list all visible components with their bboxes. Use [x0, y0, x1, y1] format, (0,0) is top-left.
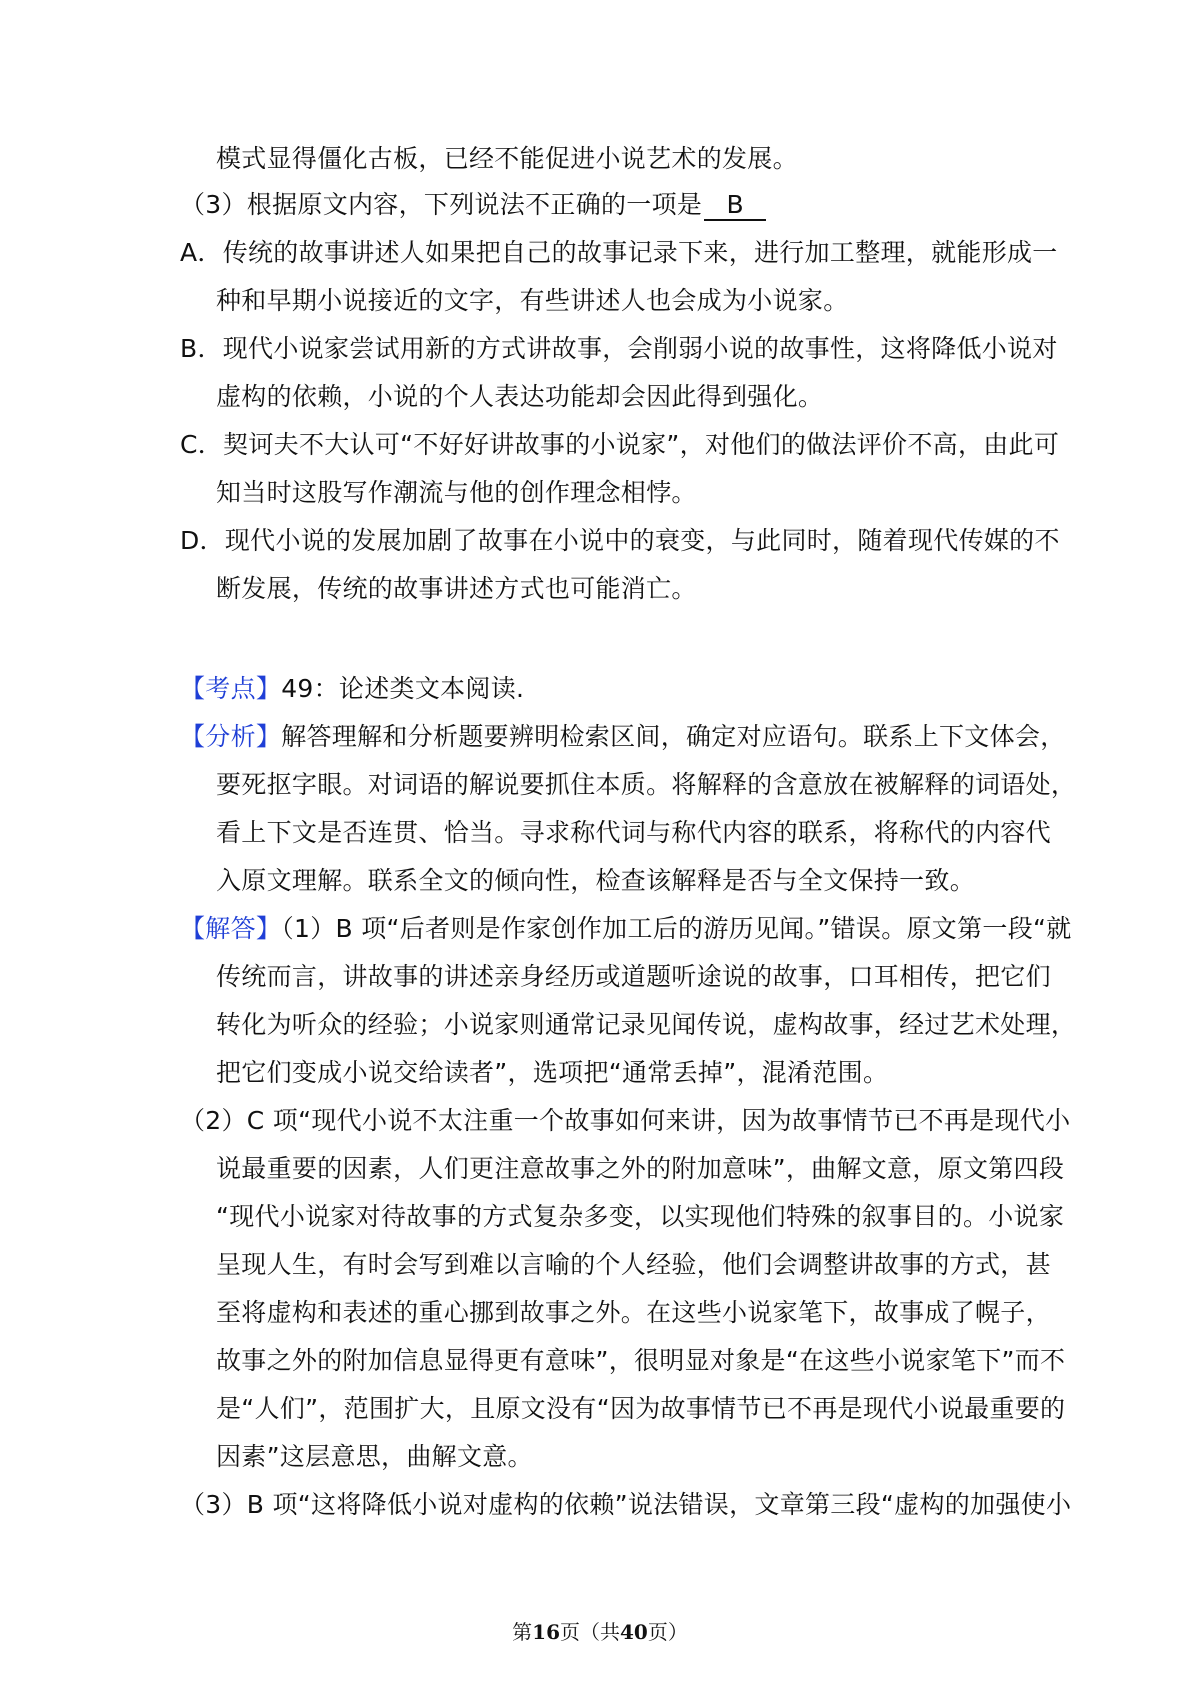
option-a-line-2: 种和早期小说接近的文字，有些讲述人也会成为小说家。	[216, 286, 849, 315]
jieda-text: （1）B 项“后者则是作家创作加工后的游历见闻。”错误。原文第一段“就	[281, 914, 1072, 943]
part-3-line-1: （3）B 项“这将降低小说对虚构的依赖”说法错误，文章第三段“虚构的加强使小	[180, 1490, 1072, 1519]
kaodian-line	[180, 672, 524, 706]
jieda-line-4: 把它们变成小说交给读者”，选项把“通常丢掉”，混淆范围。	[216, 1058, 889, 1087]
jieda-line-1	[180, 912, 1072, 946]
fenxi-text: 解答理解和分析题要辨明检索区间，确定对应语句。联系上下文体会，	[281, 722, 1066, 751]
footer-total-pages: 40	[620, 1620, 648, 1644]
kaodian-tag: 【考点】	[180, 674, 282, 703]
fenxi-line-1	[180, 720, 1066, 754]
jieda-tag: 【解答】	[180, 914, 282, 943]
answer-blank: B	[704, 191, 766, 221]
jieda-line-2: 传统而言，讲故事的讲述亲身经历或道题听途说的故事，口耳相传，把它们	[216, 962, 1051, 991]
option-d-line-2: 断发展，传统的故事讲述方式也可能消亡。	[216, 574, 697, 603]
option-c-line-1: C．契诃夫不大认可“不好好讲故事的小说家”，对他们的做法评价不高，由此可	[180, 430, 1060, 459]
fenxi-tag: 【分析】	[180, 722, 282, 751]
fenxi-line-2: 要死抠字眼。对词语的解说要抓住本质。将解释的含意放在被解释的词语处，	[216, 770, 1077, 799]
footer-page-number: 16	[532, 1620, 560, 1644]
part-2-line-3: “现代小说家对待故事的方式复杂多变，以实现他们特殊的叙事目的。小说家	[216, 1202, 1065, 1231]
option-a-line-1: A．传统的故事讲述人如果把自己的故事记录下来，进行加工整理，就能形成一	[180, 238, 1058, 267]
fenxi-line-4: 入原文理解。联系全文的倾向性，检查该解释是否与全文保持一致。	[216, 866, 976, 895]
kaodian-text: 49：论述类文本阅读.	[281, 674, 525, 703]
part-2-line-1: （2）C 项“现代小说不太注重一个故事如何来讲，因为故事情节已不再是现代小	[180, 1106, 1071, 1135]
part-2-line-2: 说最重要的因素，人们更注意故事之外的附加意味”，曲解文意，原文第四段	[216, 1154, 1065, 1183]
part-2-line-5: 至将虚构和表述的重心挪到故事之外。在这些小说家笔下，故事成了幌子，	[216, 1298, 1051, 1327]
option-b-line-1: B．现代小说家尝试用新的方式讲故事，会削弱小说的故事性，这将降低小说对	[180, 334, 1058, 363]
option-c-line-2: 知当时这股写作潮流与他的创作理念相悖。	[216, 478, 697, 507]
page-footer	[0, 1618, 1200, 1646]
option-b-line-2: 虚构的依赖，小说的个人表达功能却会因此得到强化。	[216, 382, 824, 411]
option-d-line-1: D．现代小说的发展加剧了故事在小说中的衰变，与此同时，随着现代传媒的不	[180, 526, 1060, 555]
footer-mid: 页（共	[560, 1620, 620, 1644]
footer-prefix: 第	[512, 1620, 533, 1644]
fenxi-line-3: 看上下文是否连贯、恰当。寻求称代词与称代内容的联系，将称代的内容代	[216, 818, 1051, 847]
part-2-line-4: 呈现人生，有时会写到难以言喻的个人经验，他们会调整讲故事的方式，甚	[216, 1250, 1051, 1279]
part-2-line-7: 是“人们”，范围扩大，且原文没有“因为故事情节已不再是现代小说最重要的	[216, 1394, 1066, 1423]
question-3-line	[180, 188, 766, 222]
jieda-line-3: 转化为听众的经验；小说家则通常记录见闻传说，虚构故事，经过艺术处理，	[216, 1010, 1077, 1039]
text-line: 模式显得僵化古板，已经不能促进小说艺术的发展。	[216, 144, 798, 173]
part-2-line-8: 因素”这层意思，曲解文意。	[216, 1442, 533, 1471]
question-3-prompt: （3）根据原文内容，下列说法不正确的一项是	[180, 190, 703, 219]
part-2-line-6: 故事之外的附加信息显得更有意味”，很明显对象是“在这些小说家笔下”而不	[216, 1346, 1066, 1375]
footer-suffix: 页）	[647, 1620, 688, 1644]
